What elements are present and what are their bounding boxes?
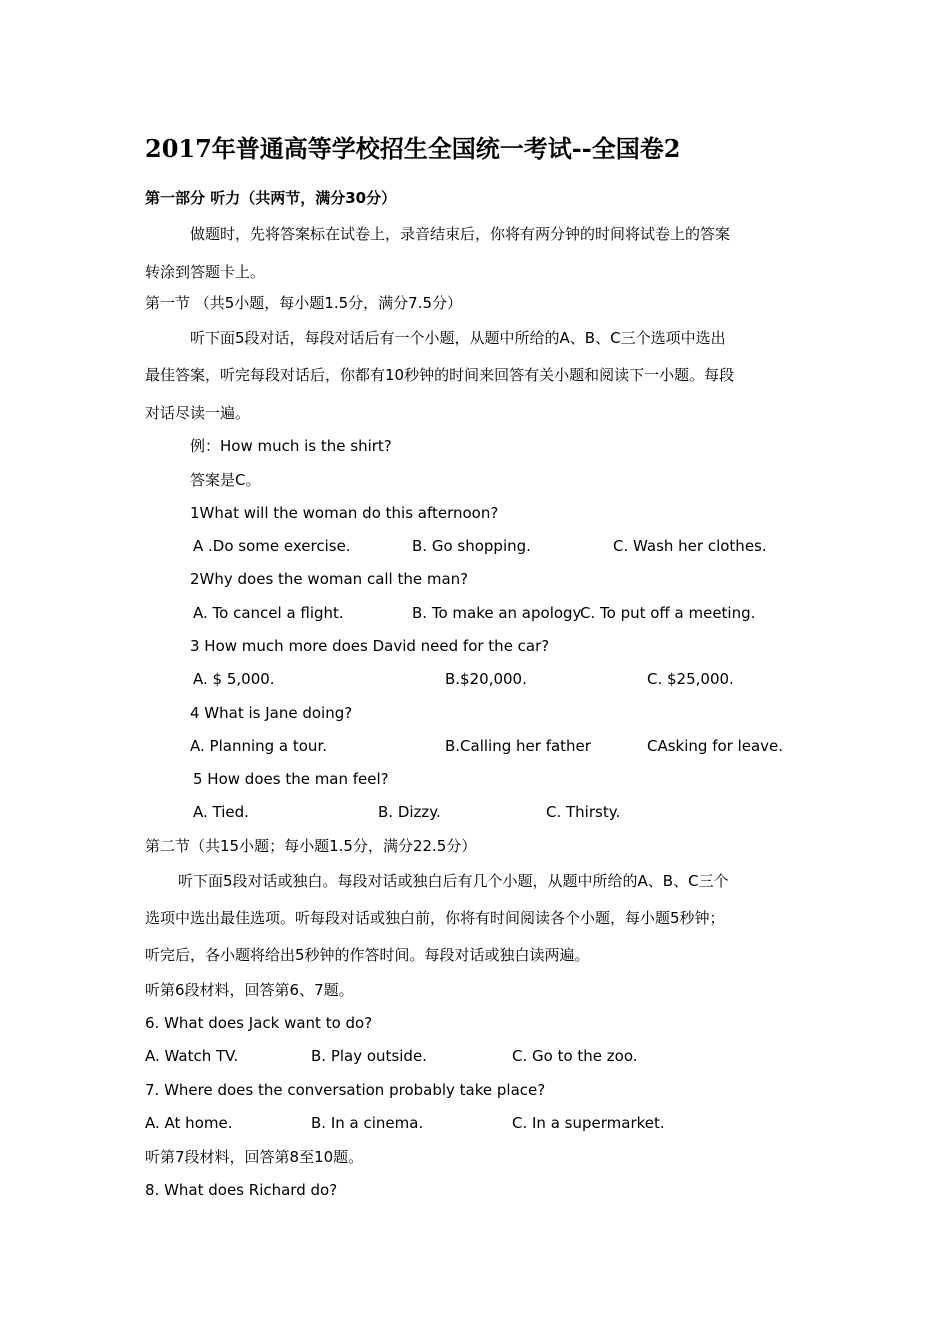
question-8: 8. What does Richard do? xyxy=(145,1181,338,1199)
q5-option-c: C. Thirsty. xyxy=(546,803,621,821)
question-7: 7. Where does the conversation probably take place? xyxy=(145,1081,546,1099)
q6-option-c: C. Go to the zoo. xyxy=(512,1047,638,1065)
q2-option-a: A. To cancel a flight. xyxy=(193,604,344,622)
q4-option-c: CAsking for leave. xyxy=(647,737,784,755)
instructions-line-2: 转涂到答题卡上。 xyxy=(145,263,266,281)
q1-option-a: A .Do some exercise. xyxy=(193,537,351,555)
section2-instructions-line-2: 选项中选出最佳选项。听每段对话或独白前，你将有时间阅读各个小题，每小题5秒钟； xyxy=(145,909,725,927)
section1-heading: 第一节 （共5小题，每小题1.5分，满分7.5分） xyxy=(145,294,463,312)
q2-option-c: C. To put off a meeting. xyxy=(580,604,756,622)
section1-instructions-line-2: 最佳答案，听完每段对话后，你都有10秒钟的时间来回答有关小题和阅读下一小题。每段 xyxy=(145,366,735,384)
example-question: 例：How much is the shirt? xyxy=(190,437,392,455)
q1-option-b: B. Go shopping. xyxy=(412,537,531,555)
question-1: 1What will the woman do this afternoon? xyxy=(190,504,499,522)
material-7-heading: 听第7段材料，回答第8至10题。 xyxy=(145,1148,364,1166)
section1-instructions-line-3: 对话尽读一遍。 xyxy=(145,404,251,422)
q3-option-c: C. $25,000. xyxy=(647,670,734,688)
instructions-line-1: 做题时，先将答案标在试卷上，录音结束后，你将有两分钟的时间将试卷上的答案 xyxy=(190,225,731,243)
part1-heading: 第一部分 听力（共两节，满分30分） xyxy=(145,189,397,207)
question-2: 2Why does the woman call the man? xyxy=(190,570,469,588)
question-3: 3 How much more does David need for the car? xyxy=(190,637,550,655)
q2-option-b: B. To make an apology xyxy=(412,604,582,622)
question-5: 5 How does the man feel? xyxy=(193,770,389,788)
q7-option-b: B. In a cinema. xyxy=(311,1114,424,1132)
question-6: 6. What does Jack want to do? xyxy=(145,1014,373,1032)
q6-option-a: A. Watch TV. xyxy=(145,1047,239,1065)
example-answer: 答案是C。 xyxy=(190,471,261,489)
q3-option-a: A. $ 5,000. xyxy=(193,670,275,688)
q5-option-b: B. Dizzy. xyxy=(378,803,441,821)
section1-instructions-line-1: 听下面5段对话，每段对话后有一个小题，从题中所给的A、B、C三个选项中选出 xyxy=(190,329,726,347)
question-4: 4 What is Jane doing? xyxy=(190,704,353,722)
material-6-heading: 听第6段材料，回答第6、7题。 xyxy=(145,981,354,999)
q1-option-c: C. Wash her clothes. xyxy=(613,537,767,555)
q7-option-a: A. At home. xyxy=(145,1114,233,1132)
q4-option-a: A. Planning a tour. xyxy=(190,737,327,755)
q3-option-b: B.$20,000. xyxy=(445,670,527,688)
q6-option-b: B. Play outside. xyxy=(311,1047,427,1065)
exam-title: 2017年普通高等学校招生全国统一考试--全国卷2 xyxy=(145,134,681,163)
q5-option-a: A. Tied. xyxy=(193,803,249,821)
section2-instructions-line-3: 听完后，各小题将给出5秒钟的作答时间。每段对话或独白读两遍。 xyxy=(145,946,590,964)
q7-option-c: C. In a supermarket. xyxy=(512,1114,665,1132)
section2-instructions-line-1: 听下面5段对话或独白。每段对话或独白后有几个小题，从题中所给的A、B、C三个 xyxy=(178,872,729,890)
section2-heading: 第二节（共15小题；每小题1.5分，满分22.5分） xyxy=(145,837,477,855)
q4-option-b: B.Calling her father xyxy=(445,737,591,755)
